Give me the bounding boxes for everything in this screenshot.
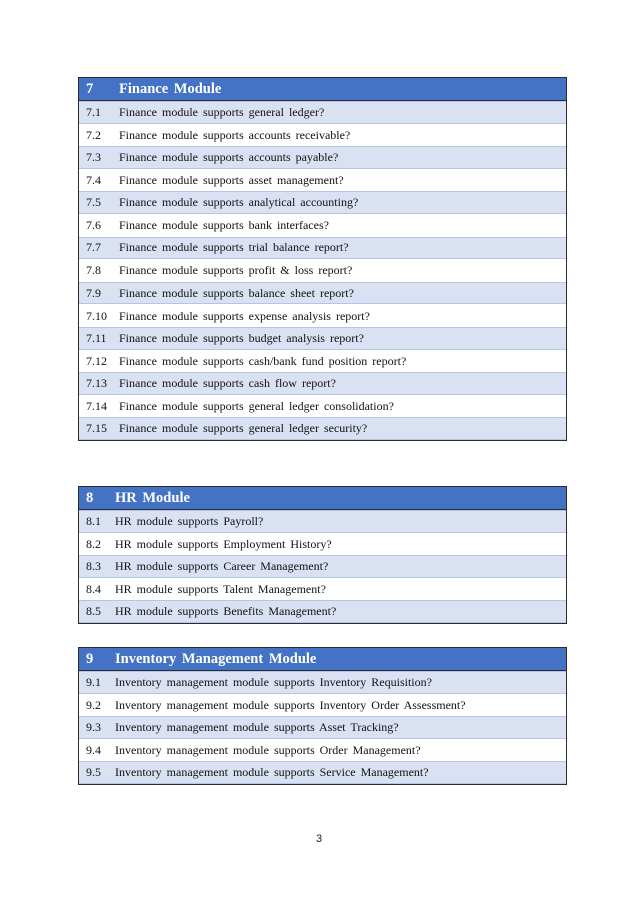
table-row xyxy=(79,761,566,784)
row-question: Finance module supports budget analysis report? xyxy=(119,330,364,345)
inventory-module-table xyxy=(78,647,567,785)
row-question: HR module supports Payroll? xyxy=(115,513,264,528)
inventory-module-header xyxy=(79,648,566,671)
row-question: Inventory management module supports Order Management? xyxy=(115,743,421,758)
table-row xyxy=(79,716,566,739)
row-question: Finance module supports analytical accounting? xyxy=(119,195,359,210)
row-question: Finance module supports cash flow report? xyxy=(119,375,336,390)
hr-module-table xyxy=(78,486,567,624)
page-number: 3 xyxy=(315,833,323,845)
row-number: 9.4 xyxy=(86,743,101,758)
row-question: Finance module supports general ledger? xyxy=(119,104,325,119)
table-row xyxy=(79,533,566,556)
row-question: Finance module supports trial balance report? xyxy=(119,240,349,255)
row-question: Finance module supports bank interfaces? xyxy=(119,218,329,233)
row-number: 7.7 xyxy=(86,240,101,255)
row-number: 7.11 xyxy=(86,330,107,345)
table-row xyxy=(79,214,566,237)
table-row xyxy=(79,146,566,169)
row-question: Inventory management module supports Inventory Order Assessment? xyxy=(115,697,466,712)
row-question: HR module supports Benefits Management? xyxy=(115,604,337,619)
row-number: 8.4 xyxy=(86,582,101,597)
row-number: 7.6 xyxy=(86,218,101,233)
table-row xyxy=(79,169,566,192)
table-row xyxy=(79,259,566,282)
row-number: 7.15 xyxy=(86,421,107,436)
row-question: HR module supports Career Management? xyxy=(115,558,329,573)
section-number: 7 xyxy=(86,80,94,97)
section-title: HR Module xyxy=(115,489,190,506)
table-row xyxy=(79,101,566,124)
hr-rows xyxy=(79,510,566,623)
row-question: Finance module supports accounts payable? xyxy=(119,149,339,164)
row-number: 7.10 xyxy=(86,308,107,323)
row-number: 8.1 xyxy=(86,513,101,528)
row-question: Finance module supports asset management? xyxy=(119,173,344,188)
row-number: 8.3 xyxy=(86,558,101,573)
finance-module-table xyxy=(78,77,567,441)
row-number: 7.9 xyxy=(86,285,101,300)
row-number: 8.2 xyxy=(86,536,101,551)
row-number: 9.1 xyxy=(86,674,101,689)
inventory-rows xyxy=(79,671,566,784)
row-question: HR module supports Talent Management? xyxy=(115,582,326,597)
section-number: 8 xyxy=(86,489,94,506)
table-row xyxy=(79,372,566,395)
table-row xyxy=(79,191,566,214)
row-number: 8.5 xyxy=(86,604,101,619)
table-row xyxy=(79,350,566,373)
row-number: 7.2 xyxy=(86,127,101,142)
row-question: Inventory management module supports Asset Tracking? xyxy=(115,719,399,734)
table-row xyxy=(79,739,566,762)
row-number: 7.8 xyxy=(86,263,101,278)
table-row xyxy=(79,694,566,717)
finance-rows xyxy=(79,101,566,440)
hr-module-header xyxy=(79,487,566,510)
row-number: 9.5 xyxy=(86,765,101,780)
table-row xyxy=(79,671,566,694)
row-question: Inventory management module supports Service Management? xyxy=(115,765,429,780)
table-row xyxy=(79,510,566,533)
row-number: 7.13 xyxy=(86,375,107,390)
section-title: Finance Module xyxy=(119,80,222,97)
row-question: Finance module supports accounts receivable? xyxy=(119,127,351,142)
table-row xyxy=(79,327,566,350)
row-question: HR module supports Employment History? xyxy=(115,536,332,551)
row-question: Finance module supports cash/bank fund position report? xyxy=(119,353,407,368)
row-number: 7.5 xyxy=(86,195,101,210)
table-row xyxy=(79,555,566,578)
row-question: Inventory management module supports Inventory Requisition? xyxy=(115,674,432,689)
table-row xyxy=(79,578,566,601)
table-row xyxy=(79,417,566,440)
row-number: 7.14 xyxy=(86,399,107,414)
table-row xyxy=(79,237,566,260)
row-number: 7.4 xyxy=(86,173,101,188)
row-number: 7.12 xyxy=(86,353,107,368)
row-number: 7.3 xyxy=(86,149,101,164)
row-number: 9.2 xyxy=(86,697,101,712)
table-row xyxy=(79,124,566,147)
section-title: Inventory Management Module xyxy=(115,650,317,667)
finance-module-header xyxy=(79,78,566,101)
row-question: Finance module supports general ledger security? xyxy=(119,421,368,436)
row-question: Finance module supports expense analysis report? xyxy=(119,308,370,323)
table-row xyxy=(79,395,566,418)
row-question: Finance module supports profit & loss report? xyxy=(119,263,353,278)
table-row xyxy=(79,600,566,623)
row-question: Finance module supports general ledger consolidation? xyxy=(119,399,394,414)
table-row xyxy=(79,304,566,327)
table-row xyxy=(79,282,566,305)
row-number: 7.1 xyxy=(86,104,101,119)
row-number: 9.3 xyxy=(86,719,101,734)
section-number: 9 xyxy=(86,650,94,667)
row-question: Finance module supports balance sheet report? xyxy=(119,285,354,300)
